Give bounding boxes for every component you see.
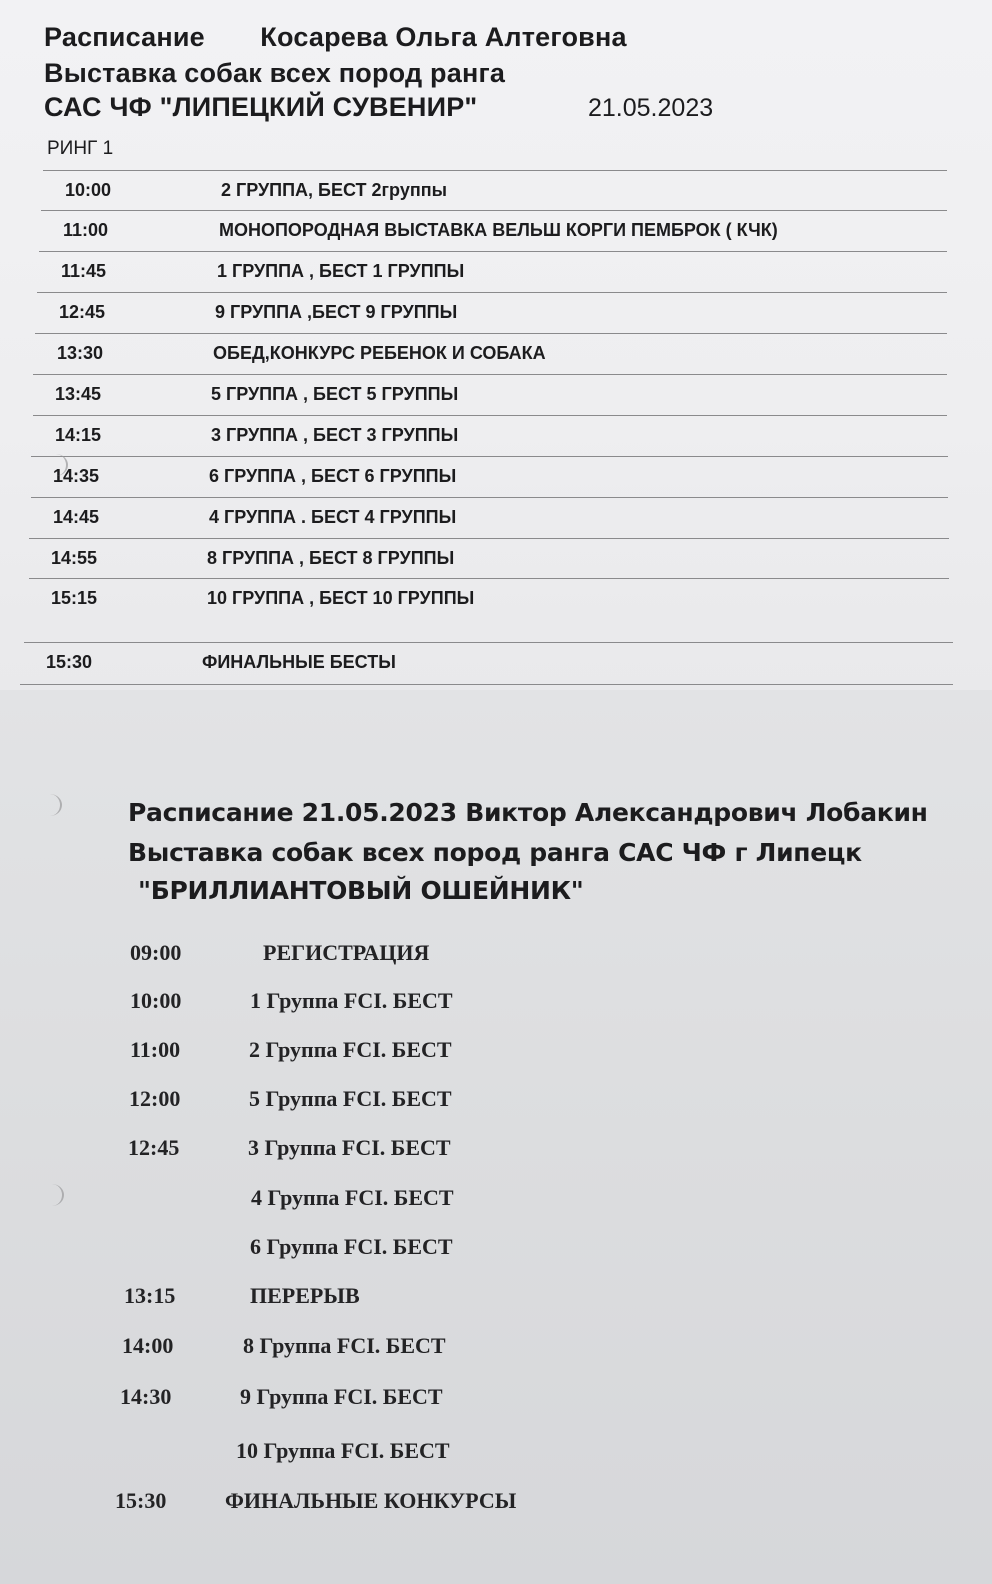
row-desc: 5 Группа FCI. БЕСТ bbox=[249, 1086, 452, 1111]
row-desc: 1 ГРУППА , БЕСТ 1 ГРУППЫ bbox=[217, 261, 465, 281]
row-time: 13:45 bbox=[55, 384, 102, 404]
schedule1-row bbox=[24, 642, 953, 683]
row-desc: РЕГИСТРАЦИЯ bbox=[263, 940, 430, 965]
row-desc: 1 Группа FCI. БЕСТ bbox=[250, 988, 453, 1013]
schedule1-row bbox=[35, 333, 947, 374]
schedule1-row bbox=[39, 251, 947, 292]
row-time: 13:30 bbox=[57, 343, 104, 363]
row-desc: 4 ГРУППА . БЕСТ 4 ГРУППЫ bbox=[209, 507, 457, 527]
row-time: 10:00 bbox=[130, 988, 182, 1013]
row-time: 14:15 bbox=[55, 425, 102, 445]
row-time: 14:35 bbox=[53, 466, 100, 486]
row-desc: 3 ГРУППА , БЕСТ 3 ГРУППЫ bbox=[211, 425, 459, 445]
schedule-sheet-2 bbox=[0, 690, 992, 1584]
row-desc: 2 Группа FCI. БЕСТ bbox=[249, 1037, 452, 1062]
schedule1-row bbox=[29, 538, 949, 579]
row-desc: ОБЕД,КОНКУРС РЕБЕНОК И СОБАКА bbox=[213, 343, 546, 363]
row-desc: 6 ГРУППА , БЕСТ 6 ГРУППЫ bbox=[209, 466, 457, 486]
row-desc: 9 Группа FCI. БЕСТ bbox=[240, 1384, 443, 1409]
schedule1-row bbox=[31, 456, 948, 497]
row-time: 14:45 bbox=[53, 507, 100, 527]
row-desc: 3 Группа FCI. БЕСТ bbox=[248, 1135, 451, 1160]
row-time: 15:30 bbox=[46, 652, 93, 672]
row-time: 13:15 bbox=[124, 1283, 176, 1308]
schedule2-title-line3: "БРИЛЛИАНТОВЫЙ ОШЕЙНИК" bbox=[138, 876, 584, 905]
row-desc: 8 Группа FCI. БЕСТ bbox=[243, 1333, 446, 1358]
row-time: 15:30 bbox=[115, 1488, 167, 1513]
row-time: 15:15 bbox=[51, 588, 98, 608]
row-desc: ПЕРЕРЫВ bbox=[250, 1283, 360, 1308]
schedule1-date: 21.05.2023 bbox=[588, 94, 714, 122]
hole-punch-mark bbox=[40, 1184, 64, 1206]
row-desc: ФИНАЛЬНЫЕ КОНКУРСЫ bbox=[225, 1488, 517, 1513]
row-time: 12:45 bbox=[128, 1135, 180, 1160]
row-desc: 5 ГРУППА , БЕСТ 5 ГРУППЫ bbox=[211, 384, 459, 404]
schedule1-heading: Расписание bbox=[44, 22, 205, 52]
schedule1-row bbox=[41, 210, 947, 251]
schedule1-row bbox=[43, 170, 947, 211]
schedule2-title-line1: Расписание 21.05.2023 Виктор Александрович Лобакин bbox=[128, 798, 928, 827]
row-time: 10:00 bbox=[65, 180, 112, 200]
schedule1-row bbox=[29, 578, 949, 641]
row-time: 14:30 bbox=[120, 1384, 172, 1409]
schedule1-title-line2: Выставка собак всех пород ранга bbox=[44, 58, 506, 88]
schedule-sheet-1 bbox=[0, 0, 992, 690]
row-desc: МОНОПОРОДНАЯ ВЫСТАВКА ВЕЛЬШ КОРГИ ПЕМБРОК ( КЧК) bbox=[219, 220, 778, 240]
schedule1-row bbox=[33, 415, 947, 456]
schedule1-title-line1 bbox=[44, 22, 627, 53]
schedule1-row bbox=[37, 292, 947, 333]
row-time: 09:00 bbox=[130, 940, 182, 965]
schedule2-title-line2: Выставка собак всех пород ранга САС ЧФ г Липецк bbox=[128, 838, 862, 867]
row-time: 14:55 bbox=[51, 548, 98, 568]
schedule1-title-line3: САС ЧФ "ЛИПЕЦКИЙ СУВЕНИР" bbox=[44, 92, 478, 122]
row-time: 11:45 bbox=[61, 261, 107, 281]
schedule1-judge: Косарева Ольга Алтеговна bbox=[260, 22, 627, 52]
row-desc: 10 Группа FCI. БЕСТ bbox=[236, 1438, 450, 1463]
row-time: 11:00 bbox=[63, 220, 109, 240]
row-desc: 10 ГРУППА , БЕСТ 10 ГРУППЫ bbox=[207, 588, 475, 608]
row-desc: 6 Группа FCI. БЕСТ bbox=[250, 1234, 453, 1259]
row-desc: ФИНАЛЬНЫЕ БЕСТЫ bbox=[202, 652, 396, 672]
table-bottom-rule bbox=[20, 684, 953, 685]
row-time: 11:00 bbox=[130, 1037, 181, 1062]
schedule1-row bbox=[31, 497, 948, 538]
row-desc: 9 ГРУППА ,БЕСТ 9 ГРУППЫ bbox=[215, 302, 458, 322]
row-time: 14:00 bbox=[122, 1333, 174, 1358]
ring-label: РИНГ 1 bbox=[47, 138, 114, 159]
row-desc: 2 ГРУППА, БЕСТ 2группы bbox=[221, 180, 447, 200]
hole-punch-mark bbox=[44, 454, 68, 476]
hole-punch-mark bbox=[38, 794, 62, 816]
row-time: 12:00 bbox=[129, 1086, 181, 1111]
row-time: 12:45 bbox=[59, 302, 106, 322]
row-desc: 4 Группа FCI. БЕСТ bbox=[251, 1185, 454, 1210]
row-desc: 8 ГРУППА , БЕСТ 8 ГРУППЫ bbox=[207, 548, 455, 568]
schedule1-row bbox=[33, 374, 947, 415]
